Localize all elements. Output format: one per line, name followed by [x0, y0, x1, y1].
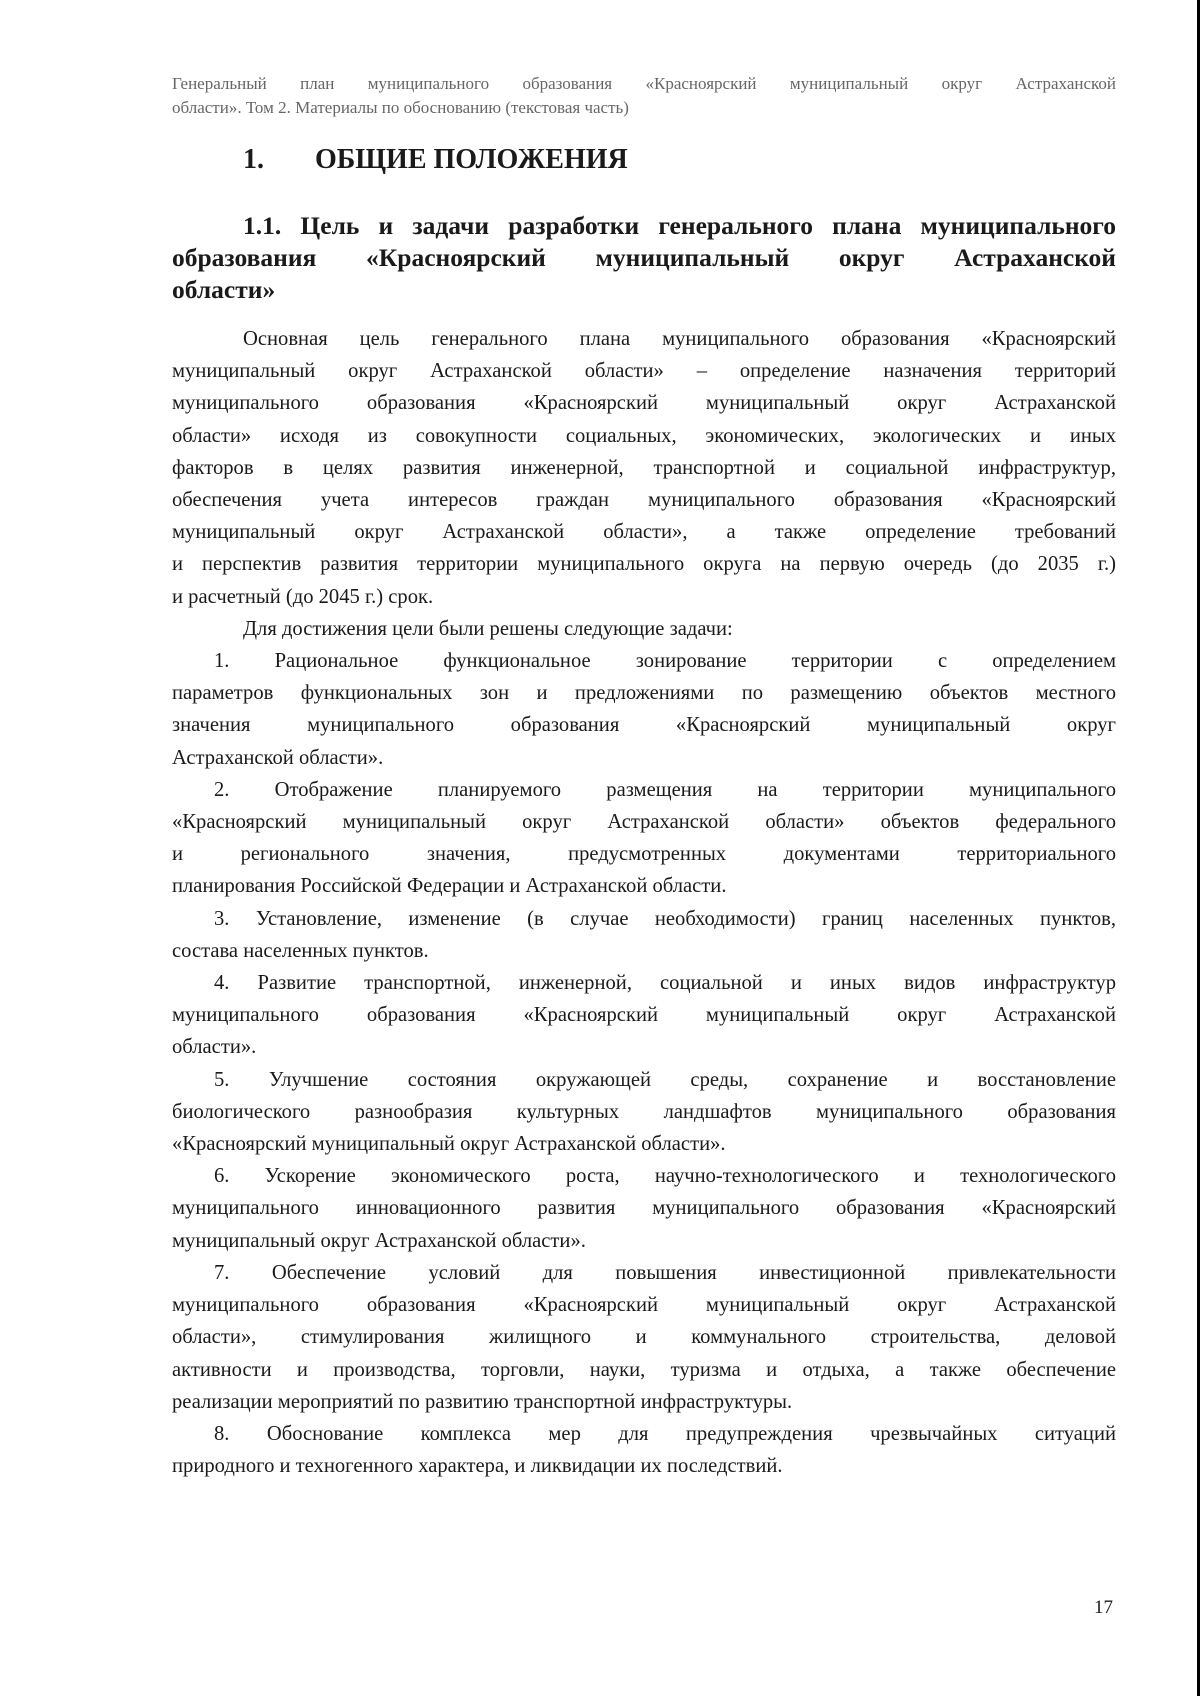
paragraph-line: 6. Ускорение экономического роста, научно-технологического и технологического	[214, 1165, 1116, 1188]
paragraph-line: 7. Обеспечение условий для повышения инвестиционной привлекательности	[214, 1261, 1116, 1284]
list-item	[172, 645, 1116, 774]
subsection-heading-line: 1.1. Цель и задачи разработки генерального плана муниципального	[243, 211, 1116, 240]
paragraph-line: муниципальный округ Астраханской области», а также определение требований	[172, 521, 1116, 544]
paragraph-line: и расчетный (до 2045 г.) срок.	[172, 585, 434, 608]
paragraph-line: природного и техногенного характера, и ликвидации их последствий.	[172, 1455, 783, 1478]
paragraph-line: муниципальный округ Астраханской области» – определение назначения территорий	[172, 360, 1116, 383]
paragraph-line: 2. Отображение планируемого размещения на территории муниципального	[214, 778, 1116, 801]
paragraph-line: 8. Обоснование комплекса мер для предупреждения чрезвычайных ситуаций	[214, 1422, 1116, 1445]
paragraph-line: планирования Российской Федерации и Астраханской области.	[172, 875, 727, 898]
paragraph-line: «Красноярский муниципальный округ Астраханской области».	[172, 1133, 726, 1156]
list-item	[172, 774, 1116, 903]
tasks-intro-paragraph	[172, 613, 1116, 645]
paragraph-line: области» исходя из совокупности социальных, экономических, экологических и иных	[172, 424, 1116, 447]
paragraph-line: Для достижения цели были решены следующие задачи:	[243, 617, 733, 640]
intro-paragraph	[172, 323, 1116, 613]
paragraph-line: 5. Улучшение состояния окружающей среды, сохранение и восстановление	[214, 1068, 1116, 1091]
body-text	[172, 323, 1116, 1482]
list-item	[172, 967, 1116, 1064]
list-item	[172, 1418, 1116, 1482]
paragraph-line: биологического разнообразия культурных ландшафтов муниципального образования	[172, 1100, 1116, 1123]
paragraph-line: муниципальный округ Астраханской области».	[172, 1229, 586, 1252]
paragraph-line: параметров функциональных зон и предложениями по размещению объектов местного	[172, 682, 1116, 705]
paragraph-line: муниципального образования «Красноярский муниципальный округ Астраханской	[172, 392, 1116, 415]
paragraph-line: и перспектив развития территории муниципального округа на первую очередь (до 2035 г.)	[172, 553, 1116, 576]
list-item	[172, 1257, 1116, 1418]
running-header-line: области». Том 2. Материалы по обоснованию (текстовая часть)	[172, 98, 629, 117]
paragraph-line: 4. Развитие транспортной, инженерной, социальной и иных видов инфраструктур	[214, 972, 1116, 995]
list-item	[172, 1064, 1116, 1161]
running-header	[172, 72, 1116, 120]
subsection-heading-line: области»	[172, 275, 276, 304]
paragraph-line: муниципального образования «Красноярский муниципальный округ Астраханской	[172, 1294, 1116, 1317]
paragraph-line: состава населенных пунктов.	[172, 939, 429, 962]
paragraph-line: реализации мероприятий по развитию транспортной инфраструктуры.	[172, 1390, 793, 1413]
section-heading	[243, 140, 628, 180]
paragraph-line: активности и производства, торговли, науки, туризма и отдыха, а также обеспечение	[172, 1358, 1116, 1381]
paragraph-line: 3. Установление, изменение (в случае необходимости) границ населенных пунктов,	[214, 907, 1116, 930]
paragraph-line: значения муниципального образования «Красноярский муниципальный округ	[172, 714, 1116, 737]
page-number: 17	[1094, 1597, 1113, 1618]
section-number: 1.	[243, 144, 264, 175]
list-item	[172, 1160, 1116, 1257]
paragraph-line: муниципального инновационного развития муниципального образования «Красноярский	[172, 1197, 1116, 1220]
paragraph-line: области», стимулирования жилищного и коммунального строительства, деловой	[172, 1326, 1116, 1349]
section-title: ОБЩИЕ ПОЛОЖЕНИЯ	[315, 144, 628, 175]
paragraph-line: области».	[172, 1036, 257, 1059]
subsection-heading	[172, 210, 1116, 306]
paragraph-line: Астраханской области».	[172, 746, 384, 769]
paragraph-line: «Красноярский муниципальный округ Астраханской области» объектов федерального	[172, 811, 1116, 834]
paragraph-line: обеспечения учета интересов граждан муниципального образования «Красноярский	[172, 489, 1116, 512]
paragraph-line: муниципального образования «Красноярский муниципальный округ Астраханской	[172, 1004, 1116, 1027]
paragraph-line: Основная цель генерального плана муниципального образования «Красноярский	[243, 328, 1116, 350]
paragraph-line: и регионального значения, предусмотренных документами территориального	[172, 843, 1116, 866]
paragraph-line: 1. Рациональное функциональное зонирование территории с определением	[214, 650, 1116, 673]
paragraph-line: факторов в целях развития инженерной, транспортной и социальной инфраструктур,	[172, 456, 1116, 479]
list-item	[172, 903, 1116, 967]
running-header-line: Генеральный план муниципального образования «Красноярский муниципальный округ Астраханской	[172, 74, 1116, 93]
subsection-heading-line: образования «Красноярский муниципальный округ Астраханской	[172, 243, 1116, 272]
